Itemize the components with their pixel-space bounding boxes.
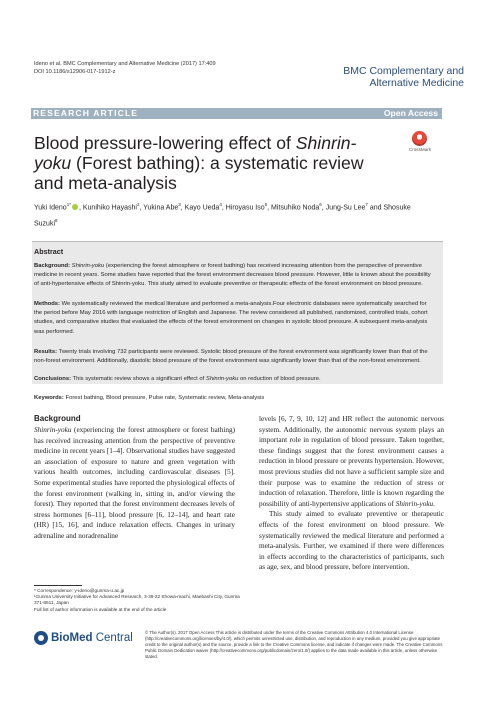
footnote-rule	[34, 585, 82, 586]
author-info-note: Full list of author information is available at the end of the article	[34, 606, 167, 612]
crossmark-badge[interactable]	[397, 130, 443, 160]
abstract-conclusions-text: This systematic review shows a significant effect of	[71, 376, 206, 382]
abstract-heading: Abstract	[34, 247, 64, 256]
abstract-results	[34, 348, 436, 366]
biomed-central-wordmark	[51, 630, 133, 646]
article-title	[34, 133, 379, 193]
author-name[interactable]: Mitsuhiko Noda	[271, 204, 320, 212]
author-affiliation-marker: 2	[136, 202, 140, 207]
section-heading-background: Background	[34, 414, 81, 423]
author-separator: ,	[180, 204, 185, 212]
journal-name-line2: Alternative Medicine	[369, 76, 464, 89]
author-separator: ,	[139, 204, 144, 212]
abstract-background-label: Background:	[34, 263, 71, 269]
author-separator: ,	[267, 204, 272, 212]
abstract-results-text: Twenty trials involving 732 participants were reviewed. Systolic blood pressure of the forest environment was significantly lower than that of the non-forest environment. Additionally, diastolic blood pressure of the forest environment was significantly lower than that of the non-forest environment.	[34, 349, 428, 365]
doi-line[interactable]: DOI 10.1186/s12906-017-1912-z	[34, 68, 116, 75]
author-name[interactable]: Yukina Abe	[143, 204, 179, 212]
footnotes	[34, 588, 240, 613]
author-affiliation-marker: 4	[219, 202, 222, 207]
body-left-italic: Shinrin-yoku	[34, 426, 72, 434]
body-column-right	[259, 414, 444, 573]
journal-name-line1: BMC Complementary and	[343, 65, 464, 77]
author-affiliation-marker: 1*	[66, 202, 71, 207]
keywords-label: Keywords:	[34, 395, 64, 401]
abstract-methods-label: Methods:	[34, 301, 60, 307]
body-right-paragraph-2: This study aimed to evaluate preventive or therapeutic effects of the forest environment on blood pressure. We systematically reviewed the medical literature and performed a meta-analysis. Further, we examined if there were differences in effects according to the characteristics of participants, such as age, sex, and blood pressure, before intervention.	[259, 510, 444, 572]
body-right-italic1: Shinrin-yoku	[395, 499, 434, 508]
abstract-background-italic: Shinrin-yoku	[71, 263, 105, 269]
keywords-text: Forest bathing, Blood pressure, Pulse rate, Systematic review, Meta-analysis	[63, 395, 265, 401]
author-affiliation-marker: 5	[264, 202, 268, 207]
affiliation-line: ¹Gunma University Initiative for Advanced Research, 3-39-22 Showa-machi, Maebashi City, Gunma 371-8511, Japan	[34, 594, 240, 606]
author-affiliation-marker: 7	[365, 202, 368, 207]
author-separator: ,	[78, 204, 83, 212]
title-italic: Shinrin-yoku	[34, 133, 357, 173]
crossmark-label: CrossMark	[408, 147, 432, 152]
author-name[interactable]: Kayo Ueda	[184, 204, 220, 212]
author-separator: ,	[321, 204, 326, 212]
author-name[interactable]: Jung-Su Lee	[325, 204, 366, 212]
author-list	[34, 198, 434, 231]
article-type-label: RESEARCH ARTICLE	[33, 108, 139, 118]
article-type-band	[31, 108, 442, 119]
logo-bold: BioMed	[51, 632, 93, 644]
keywords	[34, 394, 436, 403]
logo-rest: Central	[92, 632, 133, 644]
body-left-text: (experiencing the forest atmosphere or forest bathing) has received increasing attention from the perspective of preventive medicine in recent years [1–4]. Observational studies have suggested an association of exposure to nature and green vegetation with various health outcomes, including cardiovascular diseases [5]. Some experimental studies have reported the physiological effects of the forest environment (walking in, sitting in, and/or viewing the forest). They reported that the forest environment decreases levels of stress hormones [6–11], blood pressure [6, 12–14], and heart rate (HR) [15, 16], and induce relaxation effects. Changes in urinary adrenaline and noradrenaline	[34, 426, 235, 540]
body-right-text1: levels [6, 7, 9, 10, 12] and HR reflect the autonomic nervous system. Additionally, the autonomic nervous system plays an important role in regulation of blood pressure. Taken together, these findings suggest that the forest environment causes a reduction in blood pressure or prevents hypertension. However, most previous studies did not have a sufficient sample size and their purpose was to examine the reduction of stress or induction of relaxation. Therefore, little is known regarding the possibility of anti-hypertensive applications of	[259, 415, 444, 508]
biomed-central-logo	[34, 629, 133, 647]
abstract-results-label: Results:	[34, 349, 58, 355]
author-affiliation-marker: 3	[178, 202, 181, 207]
abstract-conclusions-text2: on reduction of blood pressure.	[238, 376, 321, 382]
orcid-icon[interactable]	[72, 204, 78, 210]
author-name[interactable]: Kunihiko Hayashi	[82, 204, 137, 212]
abstract-conclusions	[34, 375, 436, 384]
journal-name	[343, 66, 464, 89]
body-right-text1-end: .	[433, 499, 435, 508]
title-part2: (Forest bathing): a systematic review and meta-analysis	[34, 153, 364, 193]
author-affiliation-marker: 6	[319, 202, 322, 207]
author-name[interactable]: Yuki Ideno	[34, 204, 67, 212]
license-statement: © The Author(s). 2017 Open Access This article is distributed under the terms of the Creative Commons Attribution 4.0 International License (http://creativecommons.org/licenses/by/4.0/), which permits unrestricted use, distribution, and reproduction in any medium, provided you give appropriate credit to the original author(s) and the source, provide a link to the Creative Commons license, and indicate if changes were made. The Creative Commons Public Domain Dedication waiver (http://creativecommons.org/publicdomain/zero/1.0/) applies to the data made available in this article, unless otherwise stated.	[145, 630, 443, 659]
abstract-methods	[34, 300, 436, 337]
abstract-background-text: (experiencing the forest atmosphere or forest bathing) has received increasing attention from the perspective of preventive medicine in recent years. Some studies have reported that the forest environment decreases blood pressure. However, little is known about the possibility of anti-hypertensive effects of Shinrin-yoku. This study aimed to evaluate preventive or therapeutic effects of the forest environment on blood pressure.	[34, 263, 431, 288]
body-right-paragraph-1	[259, 414, 444, 509]
citation-line: Ideno et al. BMC Complementary and Alternative Medicine (2017) 17:409	[34, 61, 216, 67]
open-access-label: Open Access	[383, 108, 438, 118]
citation-block	[34, 61, 216, 76]
crossmark-icon	[412, 131, 427, 146]
author-affiliation-marker: 8	[55, 218, 58, 224]
author-separator: ,	[221, 204, 226, 212]
biomed-central-mark-icon	[34, 631, 48, 645]
author-name[interactable]: Hiroyasu Iso	[225, 204, 265, 212]
abstract-methods-text: We systematically reviewed the medical literature and performed a meta-analysis.Four electronic databases were systematically searched for the period before May 2016 with language restriction of English and Japanese. The review considered all published, randomized, controlled trials, cohort studies, and comparative studies that evaluated the effects of the forest environment on changes in systolic blood pressure. A subsequent meta-analysis was performed.	[34, 301, 428, 335]
abstract-background	[34, 262, 436, 290]
correspondence-line[interactable]: * Correspondence: y-ideno@gunma-u.ac.jp	[34, 588, 125, 593]
title-part1: Blood pressure-lowering effect of	[34, 133, 296, 153]
abstract-conclusions-italic: Shinrin-yoku	[205, 376, 239, 382]
author-name[interactable]: and Shosuke Suzuki	[34, 204, 411, 228]
body-column-left	[34, 425, 235, 542]
abstract-conclusions-label: Conclusions:	[34, 376, 72, 382]
